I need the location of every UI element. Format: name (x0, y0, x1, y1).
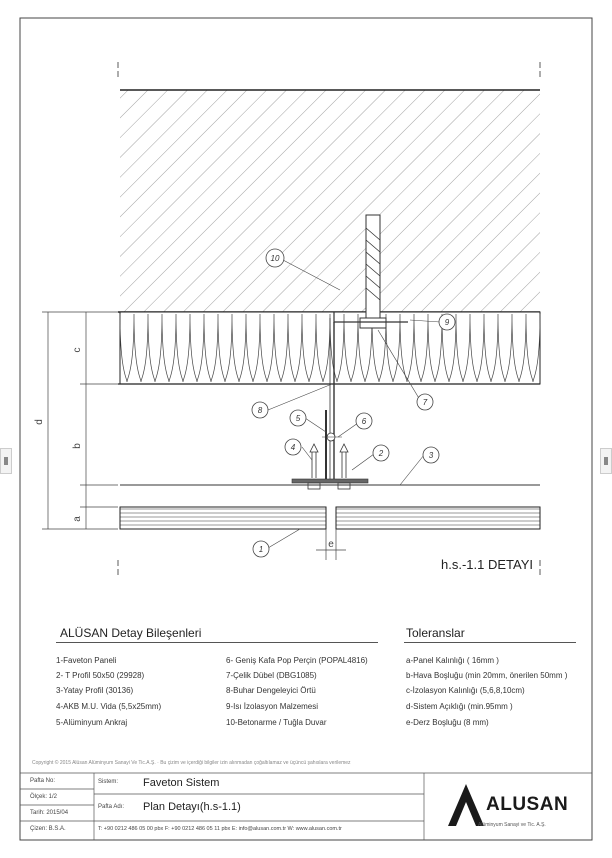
system-label: Sistem: (98, 779, 119, 785)
dim-a: a (72, 516, 83, 522)
system-value: Faveton Sistem (143, 777, 220, 789)
tolerances-rule (404, 642, 576, 643)
component-item-2: 2- T Profil 50x50 (29928) (56, 671, 145, 680)
dim-c: c (72, 347, 83, 353)
tolerances-title: Toleranslar (406, 626, 465, 640)
callout-3: 3 (428, 451, 434, 460)
previous-page-tab[interactable] (0, 448, 12, 474)
dim-d: d (34, 419, 45, 425)
tolerance-d: d-Sistem Açıklığı (min.95mm ) (406, 702, 513, 711)
component-item-5: 5-Alüminyum Ankraj (56, 718, 128, 727)
detail-title: h.s.-1.1 DETAYI (441, 557, 533, 572)
component-item-4: 4-AKB M.U. Vida (5,5x25mm) (56, 702, 162, 711)
sheet-name-label: Pafta Adı: (98, 804, 125, 810)
tolerance-b: b-Hava Boşluğu (min 20mm, önerilen 50mm ) (406, 671, 568, 680)
callout-9: 9 (444, 318, 450, 327)
callout-7: 7 (422, 398, 428, 407)
logo-subtitle: Alüminyum Sanayi ve Tic. A.Ş. (478, 822, 546, 828)
date-label: Tarih: 2015/04 (30, 810, 69, 816)
component-item-3: 3-Yatay Profil (30136) (56, 686, 134, 695)
faveton-panels (120, 507, 540, 529)
callout-10: 10 (270, 254, 280, 263)
component-item-9: 9-Isı İzolasyon Malzemesi (226, 702, 319, 711)
scale-label: Ölçek: 1/2 (30, 794, 58, 800)
components-rule (56, 642, 378, 643)
callout-4: 4 (290, 443, 296, 452)
callout-8: 8 (257, 406, 263, 415)
component-item-10: 10-Betonarme / Tuğla Duvar (226, 718, 327, 727)
next-page-tab[interactable] (600, 448, 612, 474)
concrete-wall (118, 90, 540, 312)
component-item-6: 6- Geniş Kafa Pop Perçin (POPAL4816) (226, 656, 368, 665)
dim-b: b (72, 443, 83, 449)
component-item-1: 1-Faveton Paneli (56, 656, 117, 665)
callout-5: 5 (295, 414, 301, 423)
components-title: ALÜSAN Detay Bileşenleri (60, 626, 202, 640)
callout-1: 1 (258, 545, 264, 554)
alusan-logo (448, 784, 484, 826)
callout-2: 2 (378, 449, 384, 458)
component-item-8: 8-Buhar Dengeleyici Örtü (226, 686, 316, 695)
sheet-name-value: Plan Detayı(h.s-1.1) (143, 801, 241, 813)
contact-info: T: +90 0212 486 05 00 pbx F: +90 0212 486 05 11 pbx E: info@alusan.com.tr W: www.alusan.com.tr (98, 826, 342, 832)
copyright-text: Copyright © 2015 Alüsan Alüminyum Sanayi Ve Tic.A.Ş. · Bu çizim ve içerdiği bilgiler izin alınmadan çoğaltılamaz ve üçüncü şahıslara verilemez (32, 760, 351, 766)
dim-e: e (328, 539, 334, 550)
component-item-7: 7-Çelik Dübel (DBG1085) (226, 671, 317, 680)
logo-wordmark: ALUSAN (486, 794, 569, 815)
drawn-by-label: Çizen: B.S.A. (30, 826, 66, 832)
tolerance-c: c-İzolasyon Kalınlığı (5,6,8,10cm) (406, 686, 525, 695)
tolerance-a: a-Panel Kalınlığı ( 16mm ) (406, 656, 499, 665)
tolerance-e: e-Derz Boşluğu (8 mm) (406, 718, 489, 727)
callout-6: 6 (361, 417, 367, 426)
pafta-no-label: Pafta No: (30, 778, 56, 784)
